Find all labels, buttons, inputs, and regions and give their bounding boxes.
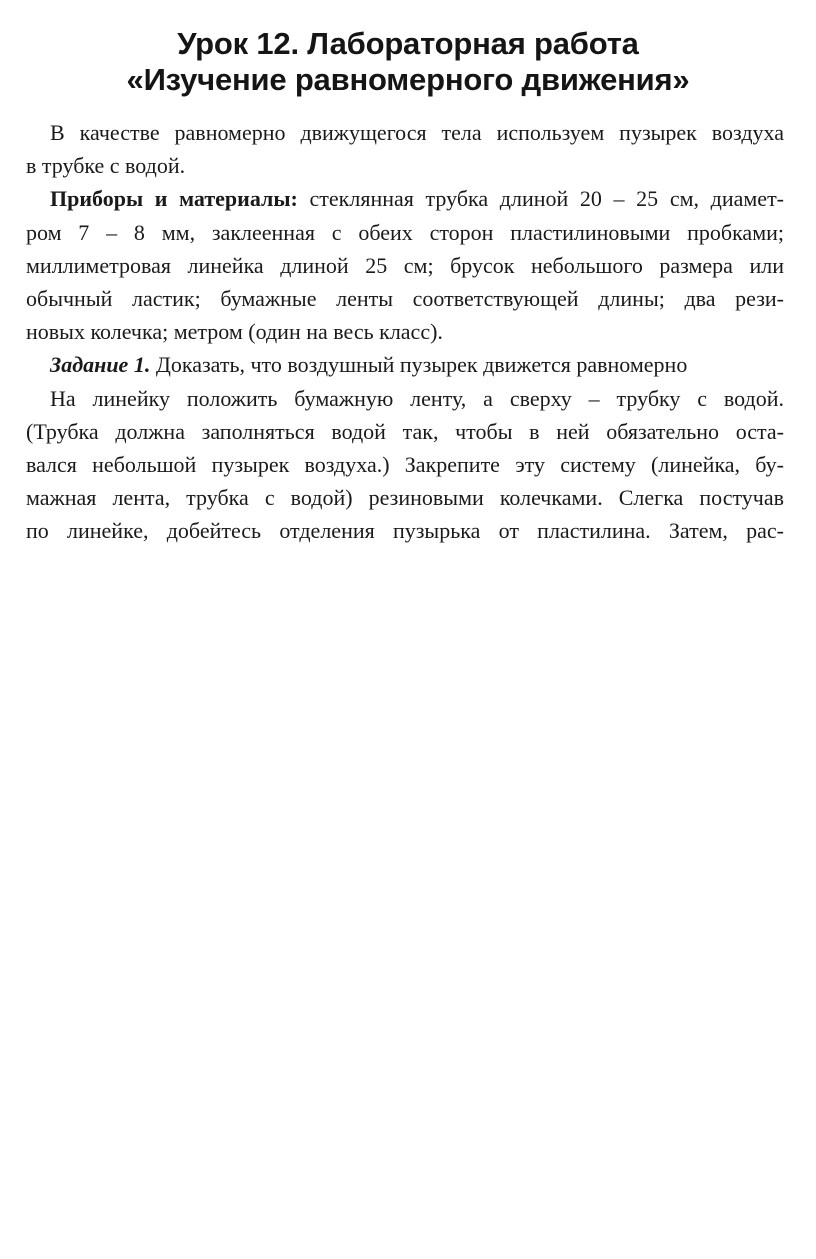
intro-paragraph — [26, 116, 784, 182]
materials-line: ром 7 – 8 мм, заклеенная с обеих сторон пластилиновыми пробками; — [26, 219, 784, 245]
task-1-heading — [26, 348, 784, 381]
task-1-line — [26, 348, 784, 381]
title-line-1: Урок 12. Лабораторная работа — [177, 26, 639, 61]
instructions-line: по линейке, добейтесь отделения пузырька от пластилина. Затем, рас- — [26, 518, 784, 544]
intro-line: в трубке с водой. — [26, 153, 186, 179]
materials-line: миллиметровая линейка длиной 25 см; брусок небольшого размера или — [26, 252, 784, 278]
materials-line — [26, 182, 784, 215]
instructions-line: (Трубка должна заполняться водой так, чтобы в ней обязательно оста- — [26, 418, 784, 444]
instructions-paragraph — [26, 382, 784, 548]
materials-line: обычный ластик; бумажные ленты соответствующей длины; два рези- — [26, 285, 784, 311]
title-line-2: «Изучение равномерного движения» — [126, 62, 690, 97]
instructions-line: вался небольшой пузырек воздуха.) Закрепите эту систему (линейка, бу- — [26, 451, 784, 477]
materials-first-line-text: стеклянная трубка длиной 20 – 25 см, диамет- — [297, 186, 785, 212]
instructions-line: На линейку положить бумажную ленту, а сверху – трубку с водой. — [50, 385, 784, 411]
materials-label: Приборы и материалы: — [50, 186, 298, 212]
materials-line: новых колечка; метром (один на весь класс). — [26, 319, 443, 345]
materials-paragraph — [26, 182, 784, 348]
intro-line: В качестве равномерно движущегося тела используем пузырек воздуха — [50, 120, 784, 145]
lesson-title — [20, 26, 796, 98]
task-1-label: Задание 1. — [50, 352, 151, 378]
instructions-line: мажная лента, трубка с водой) резиновыми колечками. Слегка постучав — [26, 485, 784, 511]
lesson-body — [26, 116, 784, 547]
task-1-text: Доказать, что воздушный пузырек движется равномерно — [150, 352, 688, 378]
